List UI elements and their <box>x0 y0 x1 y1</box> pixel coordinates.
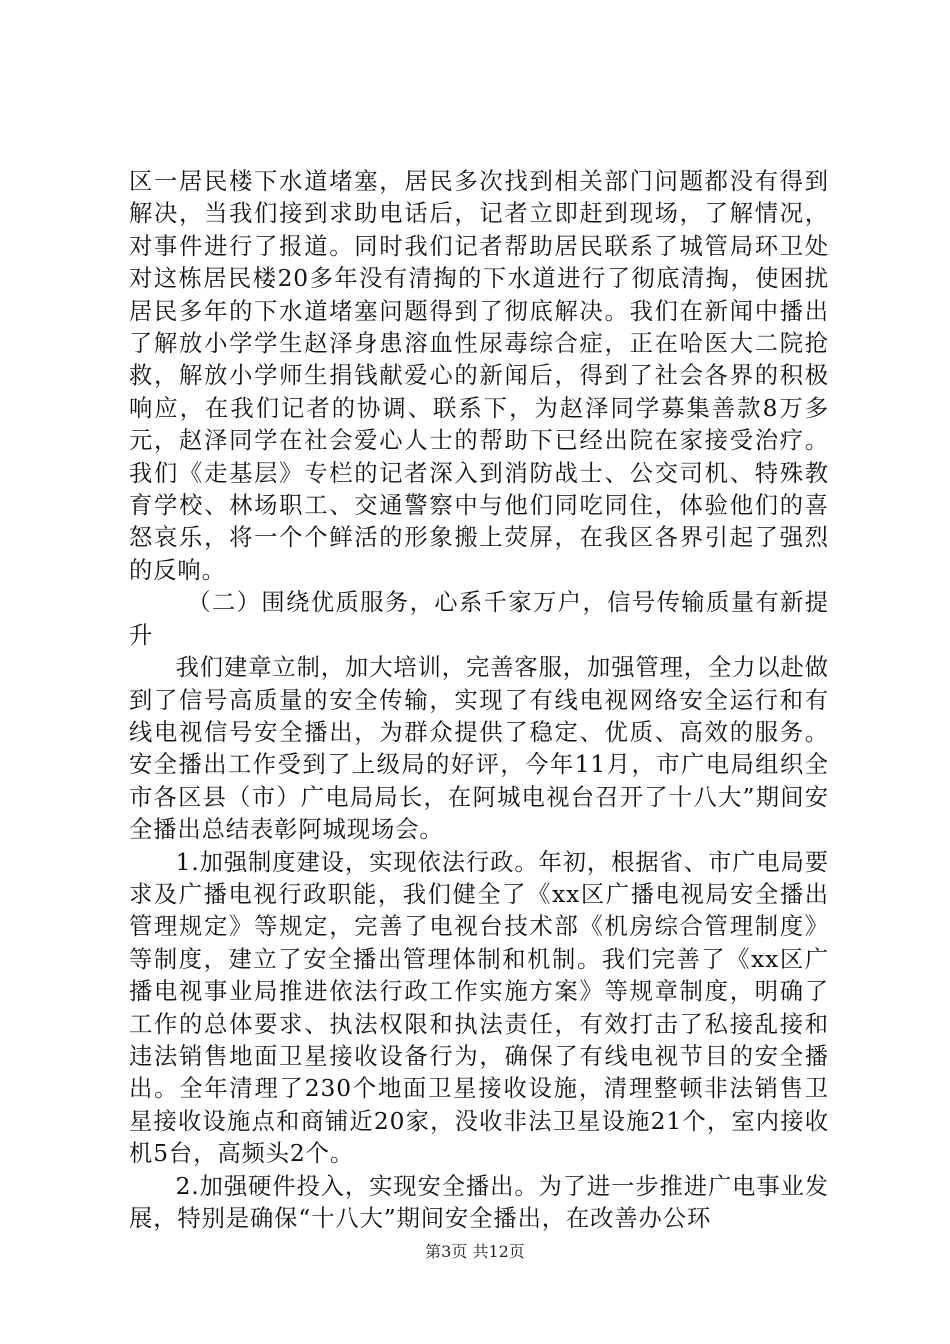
paragraph-item-2: 2.加强硬件投入，实现安全播出。为了进一步推进广电事业发展，特别是确保“十八大”期间安全播出，在改善办公环 <box>129 1172 829 1232</box>
section-heading: （二）围绕优质服务，心系千家万户，信号传输质量有新提升 <box>129 589 829 649</box>
page-footer: 第3页 共12页 <box>425 1242 525 1261</box>
paragraph-continuation: 区一居民楼下水道堵塞，居民多次找到相关部门问题都没有得到解决，当我们接到求助电话后，记者立即赶到现场，了解情况，对事件进行了报道。同时我们记者帮助居民联系了城管局环卫处对这栋居民楼20多年没有清掏的下水道进行了彻底清掏，使困扰居民多年的下水道堵塞问题得到了彻底解决。我们在新闻中播出了解放小学学生赵泽身患溶血性尿毒综合症，正在哈医大二院抢救，解放小学师生捐钱献爱心的新闻后，得到了社会各界的积极响应，在我们记者的协调、联系下，为赵泽同学募集善款8万多元，赵泽同学在社会爱心人士的帮助下已经出院在家接受治疗。我们《走基层》专栏的记者深入到消防战士、公交司机、特殊教育学校、林场职工、交通警察中与他们同吃同住，体验他们的喜怒哀乐，将一个个鲜活的形象搬上荧屏，在我区各界引起了强烈的反响。 <box>129 168 829 584</box>
paragraph-service: 我们建章立制，加大培训，完善客服，加强管理，全力以赴做到了信号高质量的安全传输，实现了有线电视网络安全运行和有线电视信号安全播出，为群众提供了稳定、优质、高效的服务。安全播出工作受到了上级局的好评，今年11月，市广电局组织全市各区县（市）广电局局长，在阿城电视台召开了十八大”期间安全播出总结表彰阿城现场会。 <box>129 654 829 844</box>
document-body <box>129 166 829 1235</box>
paragraph-item-1: 1.加强制度建设，实现依法行政。年初，根据省、市广电局要求及广播电视行政职能，我们健全了《xx区广播电视局安全播出管理规定》等规定，完善了电视台技术部《机房综合管理制度》等制度，建立了安全播出管理体制和机制。我们完善了《xx区广播电视事业局推进依法行政工作实施方案》等规章制度，明确了工作的总体要求、执法权限和执法责任，有效打击了私接乱接和违法销售地面卫星接收设备行为，确保了有线电视节目的安全播出。全年清理了230个地面卫星接收设施，清理整顿非法销售卫星接收设施点和商铺近20家，没收非法卫星设施21个，室内接收机5台，高频头2个。 <box>129 848 829 1168</box>
